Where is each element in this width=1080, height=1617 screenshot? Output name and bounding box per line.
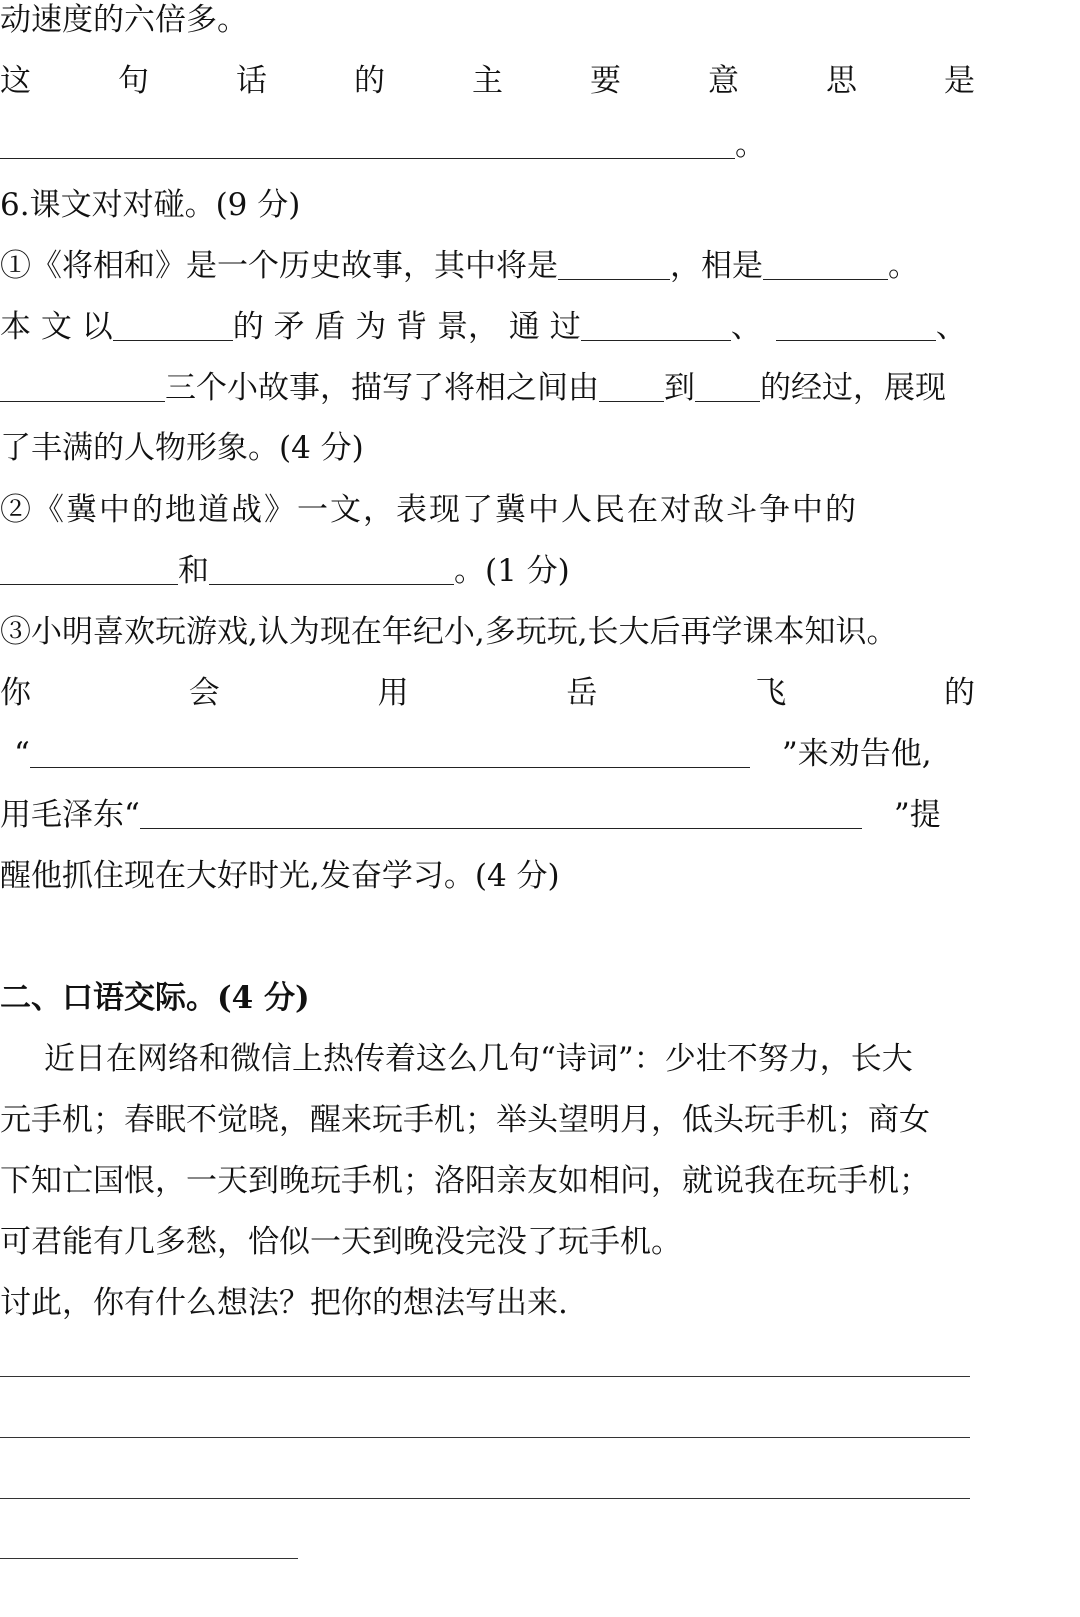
answer-blank[interactable] xyxy=(763,247,888,280)
word: 会 xyxy=(188,675,220,711)
word: 的 xyxy=(943,675,975,711)
char: 思 xyxy=(826,63,857,99)
answer-blank[interactable] xyxy=(558,247,670,280)
q5-answer-line: 。 xyxy=(0,120,1010,170)
writing-line[interactable] xyxy=(0,1376,970,1377)
q6-p1-line2: 本 文 以 的 矛 盾 为 背 景， 通 过 、 、 xyxy=(0,309,967,345)
q6-p1-line3: 三个小故事，描写了将相之间由 到 的经过，展现 xyxy=(0,363,1010,413)
char: 的 xyxy=(354,63,385,99)
answer-blank[interactable] xyxy=(581,308,731,341)
q6-p3-line5: 醒他抓住现在大好时光,发奋学习。(4 分) xyxy=(0,858,560,894)
answer-blank[interactable] xyxy=(30,735,750,768)
char: 意 xyxy=(708,63,739,99)
answer-blank[interactable] xyxy=(776,308,936,341)
section2-line5: 讨此，你有什么想法？把你的想法写出来. xyxy=(0,1285,568,1321)
q6-p2-line2: 和 。(1 分) xyxy=(0,546,1010,596)
q6-p2-line1: ②《冀中的地道战》一文，表现了冀中人民在对敌斗争中的 xyxy=(0,492,858,528)
q6-p3-line1: ③小明喜欢玩游戏,认为现在年纪小,多玩玩,长大后再学课本知识。 xyxy=(0,614,898,650)
q6-p1-line1: ①《将相和》是一个历史故事，其中将是 ，相是 。 xyxy=(0,248,919,284)
answer-blank[interactable] xyxy=(0,369,165,402)
q6-p1-line4: 了丰满的人物形象。(4 分) xyxy=(0,430,364,466)
word: 你 xyxy=(0,675,31,711)
char: 话 xyxy=(236,63,267,99)
section2-line1: 近日在网络和微信上热传着这么几句“诗词”：少壮不努力，长大 xyxy=(44,1041,913,1077)
writing-line[interactable] xyxy=(0,1437,970,1438)
section2-line2: 元手机；春眠不觉晓，醒来玩手机；举头望明月，低头玩手机；商女 xyxy=(0,1102,930,1138)
answer-blank[interactable] xyxy=(0,552,178,585)
answer-blank[interactable] xyxy=(0,126,735,159)
char: 句 xyxy=(118,63,149,99)
section2-line3: 下知亡国恨，一天到晚玩手机；洛阳亲友如相问，就说我在玩手机； xyxy=(0,1163,930,1199)
answer-blank[interactable] xyxy=(113,308,233,341)
section2-line4: 可君能有几多愁，恰似一天到晚没完没了玩手机。 xyxy=(0,1224,682,1260)
word: 岳 xyxy=(566,675,598,711)
q6-p3-line2 xyxy=(0,668,975,718)
q5-line-end: 动速度的六倍多。 xyxy=(0,2,248,38)
char: 主 xyxy=(472,63,503,99)
answer-blank[interactable] xyxy=(695,369,760,402)
q6-p3-line3: “ ”来劝告他, xyxy=(14,736,932,772)
writing-line[interactable] xyxy=(0,1498,970,1499)
answer-blank[interactable] xyxy=(209,552,454,585)
q6-title: 6.课文对对碰。(9 分) xyxy=(0,187,301,223)
q5-meaning-prompt xyxy=(0,56,975,106)
answer-blank[interactable] xyxy=(140,796,862,829)
word: 用 xyxy=(377,675,409,711)
word: 飞 xyxy=(755,675,787,711)
char: 这 xyxy=(0,63,31,99)
writing-line[interactable] xyxy=(0,1558,298,1559)
char: 要 xyxy=(590,63,621,99)
section2-title: 二、口语交际。(4 分) xyxy=(0,980,310,1016)
q6-p3-line4: 用毛泽东“ ”提 xyxy=(0,797,941,833)
answer-blank[interactable] xyxy=(599,369,664,402)
char: 是 xyxy=(944,63,975,99)
